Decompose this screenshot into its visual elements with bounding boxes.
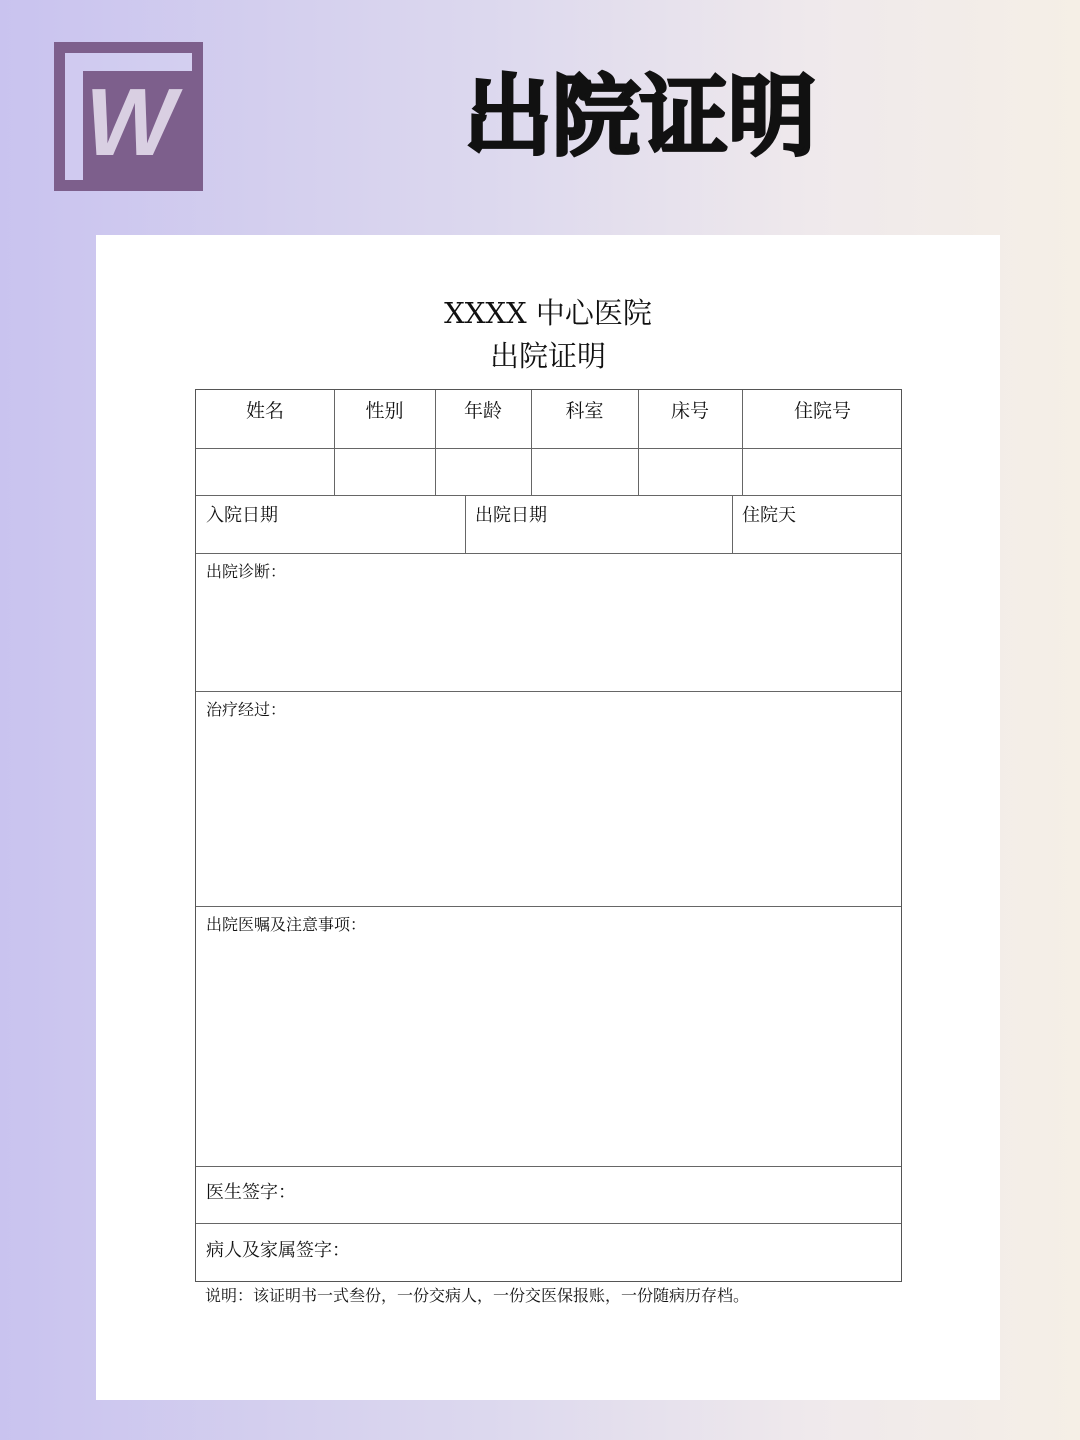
department-field[interactable] xyxy=(531,448,638,495)
admission-number-field[interactable] xyxy=(742,448,903,495)
stay-days-label: 住院天 xyxy=(742,505,796,526)
word-document-icon xyxy=(54,42,203,191)
form-note: 说明：该证明书一式叁份，一份交病人，一份交医保报账，一份随病历存档。 xyxy=(205,1286,750,1305)
instructions-label: 出院医嘱及注意事项： xyxy=(206,915,367,934)
column-divider xyxy=(465,495,466,553)
row-divider xyxy=(196,1223,901,1224)
logo-letter: W xyxy=(85,68,172,176)
logo-tile xyxy=(83,68,192,180)
row-divider xyxy=(196,906,901,907)
header-admission-number: 住院号 xyxy=(793,400,851,422)
banner-title: 出院证明 xyxy=(463,65,816,168)
row-divider xyxy=(196,495,901,496)
header-name: 姓名 xyxy=(245,400,284,422)
hospital-name: XXXX 中心医院 xyxy=(444,296,652,330)
column-divider xyxy=(732,495,733,553)
age-field[interactable] xyxy=(435,448,531,495)
diagnosis-label: 出院诊断： xyxy=(206,562,287,581)
admission-date-label: 入院日期 xyxy=(206,505,278,526)
discharge-form-table xyxy=(195,389,902,1282)
gender-field[interactable] xyxy=(334,448,435,495)
bed-number-field[interactable] xyxy=(638,448,742,495)
row-divider xyxy=(196,553,901,554)
row-divider xyxy=(196,1166,901,1167)
document-title: 出院证明 xyxy=(489,339,606,373)
doctor-signature-label: 医生签字： xyxy=(206,1182,296,1203)
name-field[interactable] xyxy=(196,448,334,495)
header-gender: 性别 xyxy=(365,400,404,422)
patient-signature-label: 病人及家属签字： xyxy=(206,1240,350,1261)
document-page xyxy=(96,235,1000,1400)
header-age: 年龄 xyxy=(463,400,502,422)
row-divider xyxy=(196,691,901,692)
header-department: 科室 xyxy=(565,400,604,422)
discharge-date-label: 出院日期 xyxy=(475,505,547,526)
header-bed-number: 床号 xyxy=(670,400,709,422)
treatment-label: 治疗经过： xyxy=(206,700,287,719)
